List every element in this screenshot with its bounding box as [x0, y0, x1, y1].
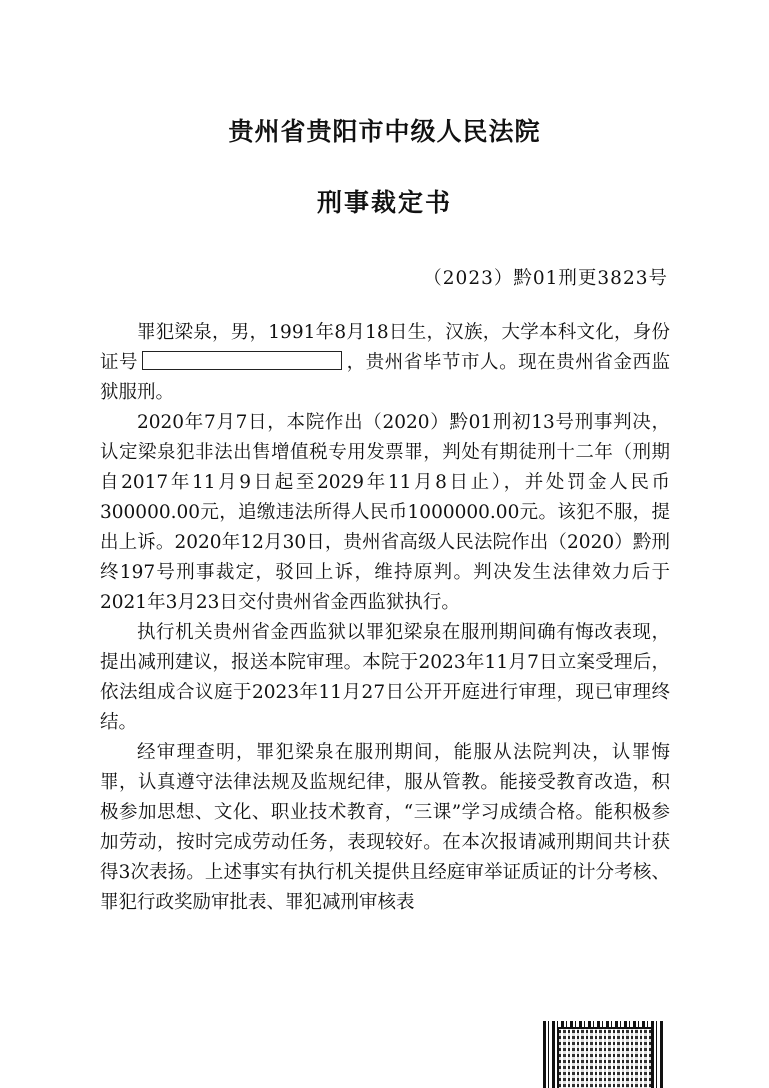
- court-name: 贵州省贵阳市中级人民法院: [228, 117, 541, 146]
- paragraph-commutation-proposal: 执行机关贵州省金西监狱以罪犯梁泉在服刑期间确有悔改表现，提出减刑建议，报送本院审理。本院于2023年11月7日立案受理后，依法组成合议庭于2023年11月27日公开开庭进行审理，现已审理终结。: [100, 622, 670, 733]
- paragraph-findings: 经审理查明，罪犯梁泉在服刑期间，能服从法院判决，认罪悔罪，认真遵守法律法规及监规纪律，服从管教。能接受教育改造，积极参加思想、文化、职业技术教育，“三课”学习成绩合格。能积极参加劳动，按时完成劳动任务，表现较好。在本次报请减刑期间共计获得3次表扬。上述事实有执行机关提供且经庭审举证质证的计分考核、罪犯行政奖励审批表、罪犯减刑审核表: [100, 742, 670, 913]
- redacted-id-number: [142, 351, 342, 370]
- case-number: （2023）黔01刑更3823号: [423, 268, 668, 289]
- paragraph-defendant-info: [100, 318, 670, 408]
- document-body: [100, 318, 670, 918]
- paragraph-judgment-history: 2020年7月7日，本院作出（2020）黔01刑初13号刑事判决，认定梁泉犯非法出售增值税专用发票罪，判处有期徒刑十二年（刑期自2017年11月9日起至2029年11月8日止），并处罚金人民币300000.00元，追缴违法所得人民币1000000.00元。该犯不服，提出上诉。2020年12月30日，贵州省高级人民法院作出（2020）黔刑终197号刑事裁定，驳回上诉，维持原判。判决发生法律效力后于2021年3月23日交付贵州省金西监狱执行。: [100, 412, 670, 613]
- document-type-title: 刑事裁定书: [316, 188, 452, 217]
- defendant-info-text-cont: ，贵州省毕节市人。现在贵州省金西监狱服刑。: [100, 352, 670, 403]
- defendant-info-text: 罪犯梁泉，男，1991年8月18日生，汉族，大学本科文化，身份证号: [100, 322, 670, 373]
- qr-code: [543, 1021, 665, 1088]
